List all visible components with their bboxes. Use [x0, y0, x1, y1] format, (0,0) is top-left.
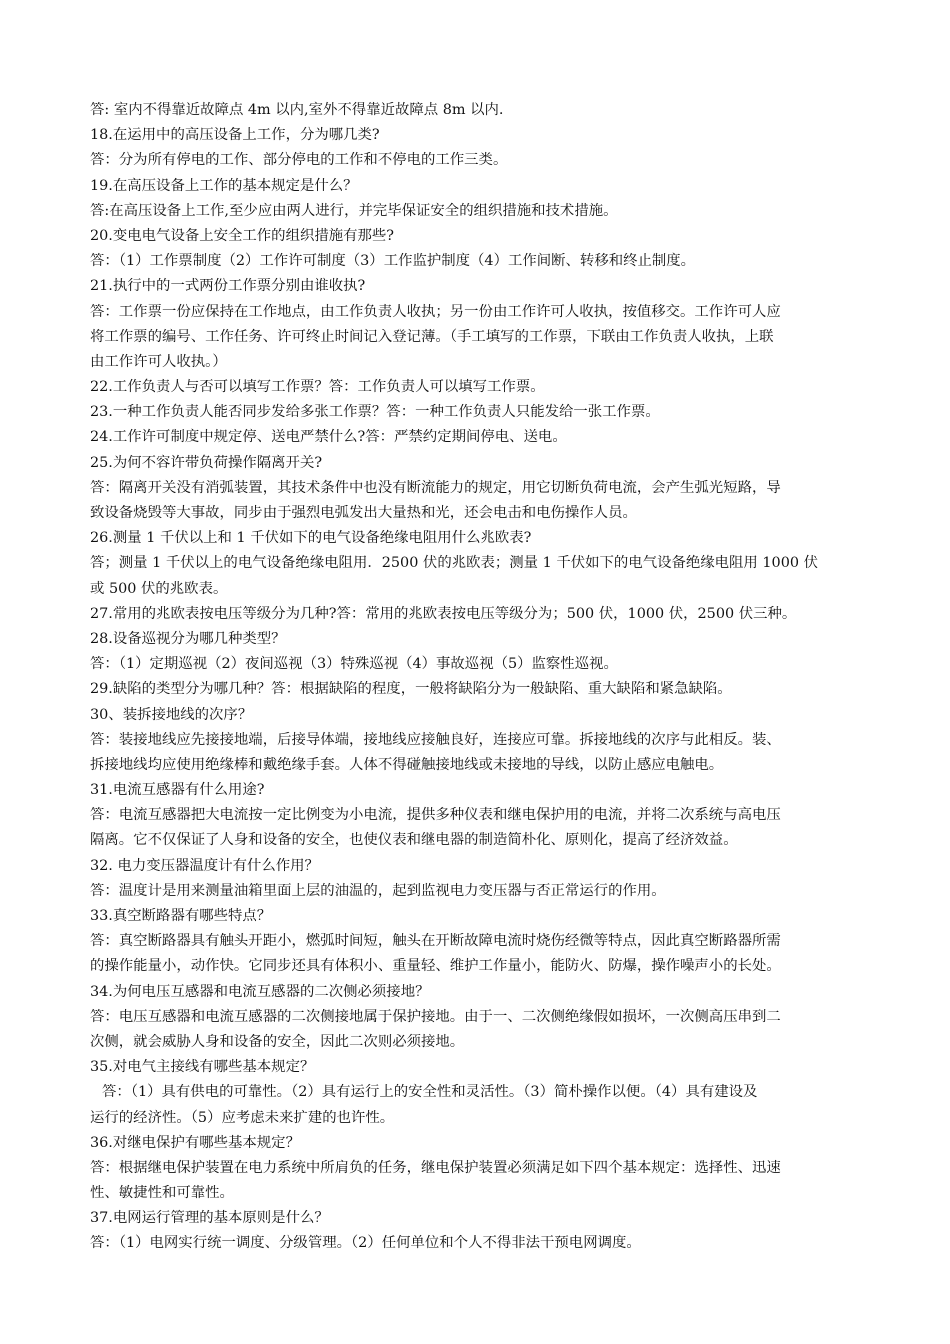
question-line: 24.工作许可制度中规定停、送电严禁什么?答：严禁约定期间停电、送电。	[90, 429, 567, 446]
answer-line: 答：装接地线应先接接地端，后接导体端，接地线应接触良好，连接应可靠。拆接地线的次序与此相反。装、	[90, 731, 781, 748]
answer-line: 答：（1）工作票制度（2）工作许可制度（3）工作监护制度（4）工作间断、转移和终止制度。	[90, 253, 696, 270]
answer-line: 答：（1）具有供电的可靠性。（2）具有运行上的安全性和灵活性。（3）简朴操作以便。（4）具有建设及	[102, 1084, 758, 1101]
question-line: 32. 电力变压器温度计有什么作用？	[90, 857, 319, 874]
answer-line: 答：隔离开关没有消弧装置，其技术条件中也没有断流能力的规定，用它切断负荷电流，会产生弧光短路，导	[90, 479, 781, 496]
text-line: 答: 室内不得靠近故障点 4m 以内,室外不得靠近故障点 8m 以内.	[90, 102, 504, 118]
question-line: 28.设备巡视分为哪几种类型？	[90, 630, 286, 647]
question-line: 26.测量 1 千伏以上和 1 千伏如下的电气设备绝缘电阻用什么兆欧表?	[90, 530, 532, 547]
answer-line: 答:在高压设备上工作,至少应由两人进行，并完毕保证安全的组织措施和技术措施。	[90, 202, 618, 219]
question-line: 25.为何不容许带负荷操作隔离开关?	[90, 454, 323, 471]
question-line: 33.真空断路器有哪些特点？	[90, 908, 272, 924]
answer-line: 将工作票的编号、工作任务、许可终止时间记入登记薄。（手工填写的工作票，下联由工作负责人收执，上联	[90, 328, 774, 345]
question-line: 27.常用的兆欧表按电压等级分为几种?答：常用的兆欧表按电压等级分为；500 伏，1000 伏，2500 伏三种。	[90, 605, 797, 622]
answer-line: 答：真空断路器具有触头开距小，燃弧时间短，触头在开断故障电流时烧伤经微等特点，因此真空断路器所需	[90, 933, 781, 950]
answer-line: 答：电压互感器和电流互感器的二次侧接地属于保护接地。由于一、二次侧绝缘假如损坏，一次侧高压串到二	[90, 1008, 781, 1025]
answer-line: 或 500 伏的兆欧表。	[90, 580, 228, 597]
question-line: 21.执行中的一式两份工作票分别由谁收执?	[90, 278, 366, 295]
answer-line: 拆接地线均应使用绝缘棒和戴绝缘手套。人体不得碰触接地线或未接地的导线，以防止感应电触电。	[90, 756, 724, 773]
question-line: 34.为何电压互感器和电流互感器的二次侧必须接地？	[90, 983, 430, 1000]
document-page	[90, 98, 908, 1257]
question-line: 31.电流互感器有什么用途?	[90, 782, 265, 799]
question-line: 22.工作负责人与否可以填写工作票？答：工作负责人可以填写工作票。	[90, 379, 545, 396]
question-line: 23.一种工作负责人能否同步发给多张工作票？答：一种工作负责人只能发给一张工作票。	[90, 404, 660, 421]
question-line: 37.电网运行管理的基本原则是什么？	[90, 1210, 329, 1227]
question-line: 18.在运用中的高压设备上工作，分为哪几类?	[90, 127, 380, 144]
answer-line: 的操作能量小，动作快。它同步还具有体积小、重量轻、维护工作量小，能防火、防爆，操作噪声小的长处。	[90, 958, 781, 975]
answer-line: 运行的经济性。（5）应考虑未来扩建的也许性。	[90, 1109, 395, 1126]
question-line: 36.对继电保护有哪些基本规定？	[90, 1134, 300, 1151]
question-line: 29.缺陷的类型分为哪几种？答：根据缺陷的程度，一般将缺陷分为一般缺陷、重大缺陷和紧急缺陷。	[90, 681, 732, 698]
answer-line: 答：温度计是用来测量油箱里面上层的油温的，起到监视电力变压器与否正常运行的作用。	[90, 882, 666, 899]
answer-line: 答：（1）定期巡视（2）夜间巡视（3）特殊巡视（4）事故巡视（5）监察性巡视。	[90, 656, 618, 673]
question-line: 30、装拆接地线的次序？	[90, 706, 253, 723]
answer-line: 答：分为所有停电的工作、部分停电的工作和不停电的工作三类。	[90, 152, 508, 169]
answer-line: 次侧，就会威胁人身和设备的安全，因此二次则必须接地。	[90, 1033, 465, 1050]
question-line: 19.在高压设备上工作的基本规定是什么？	[90, 177, 358, 194]
answer-line: 答：工作票一份应保持在工作地点，由工作负责人收执；另一份由工作许可人收执，按值移交。工作许可人应	[90, 303, 781, 320]
answer-line: 由工作许可人收执。）	[90, 353, 227, 370]
question-line: 35.对电气主接线有哪些基本规定？	[90, 1059, 315, 1076]
question-line: 20.变电电气设备上安全工作的组织措施有那些?	[90, 227, 395, 244]
answer-line: 隔离。它不仅保证了人身和设备的安全，也使仪表和继电器的制造简朴化、原则化，提高了经济效益。	[90, 832, 738, 849]
answer-line: 答：（1）电网实行统一调度、分级管理。（2）任何单位和个人不得非法干预电网调度。	[90, 1235, 641, 1252]
answer-line: 答：电流互感器把大电流按一定比例变为小电流，提供多种仪表和继电保护用的电流，并将二次系统与高电压	[90, 807, 781, 824]
answer-line: 答；测量 1 千伏以上的电气设备绝缘电阻用．2500 伏的兆欧表；测量 1 千伏如下的电气设备绝缘电阻用 1000 伏	[90, 555, 818, 572]
answer-line: 致设备烧毁等大事故，同步由于强烈电弧发出大量热和光，还会电击和电伤操作人员。	[90, 505, 637, 521]
answer-line: 性、敏捷性和可靠性。	[90, 1185, 234, 1202]
answer-line: 答：根据继电保护装置在电力系统中所肩负的任务，继电保护装置必须满足如下四个基本规定：选择性、迅速	[90, 1159, 781, 1176]
